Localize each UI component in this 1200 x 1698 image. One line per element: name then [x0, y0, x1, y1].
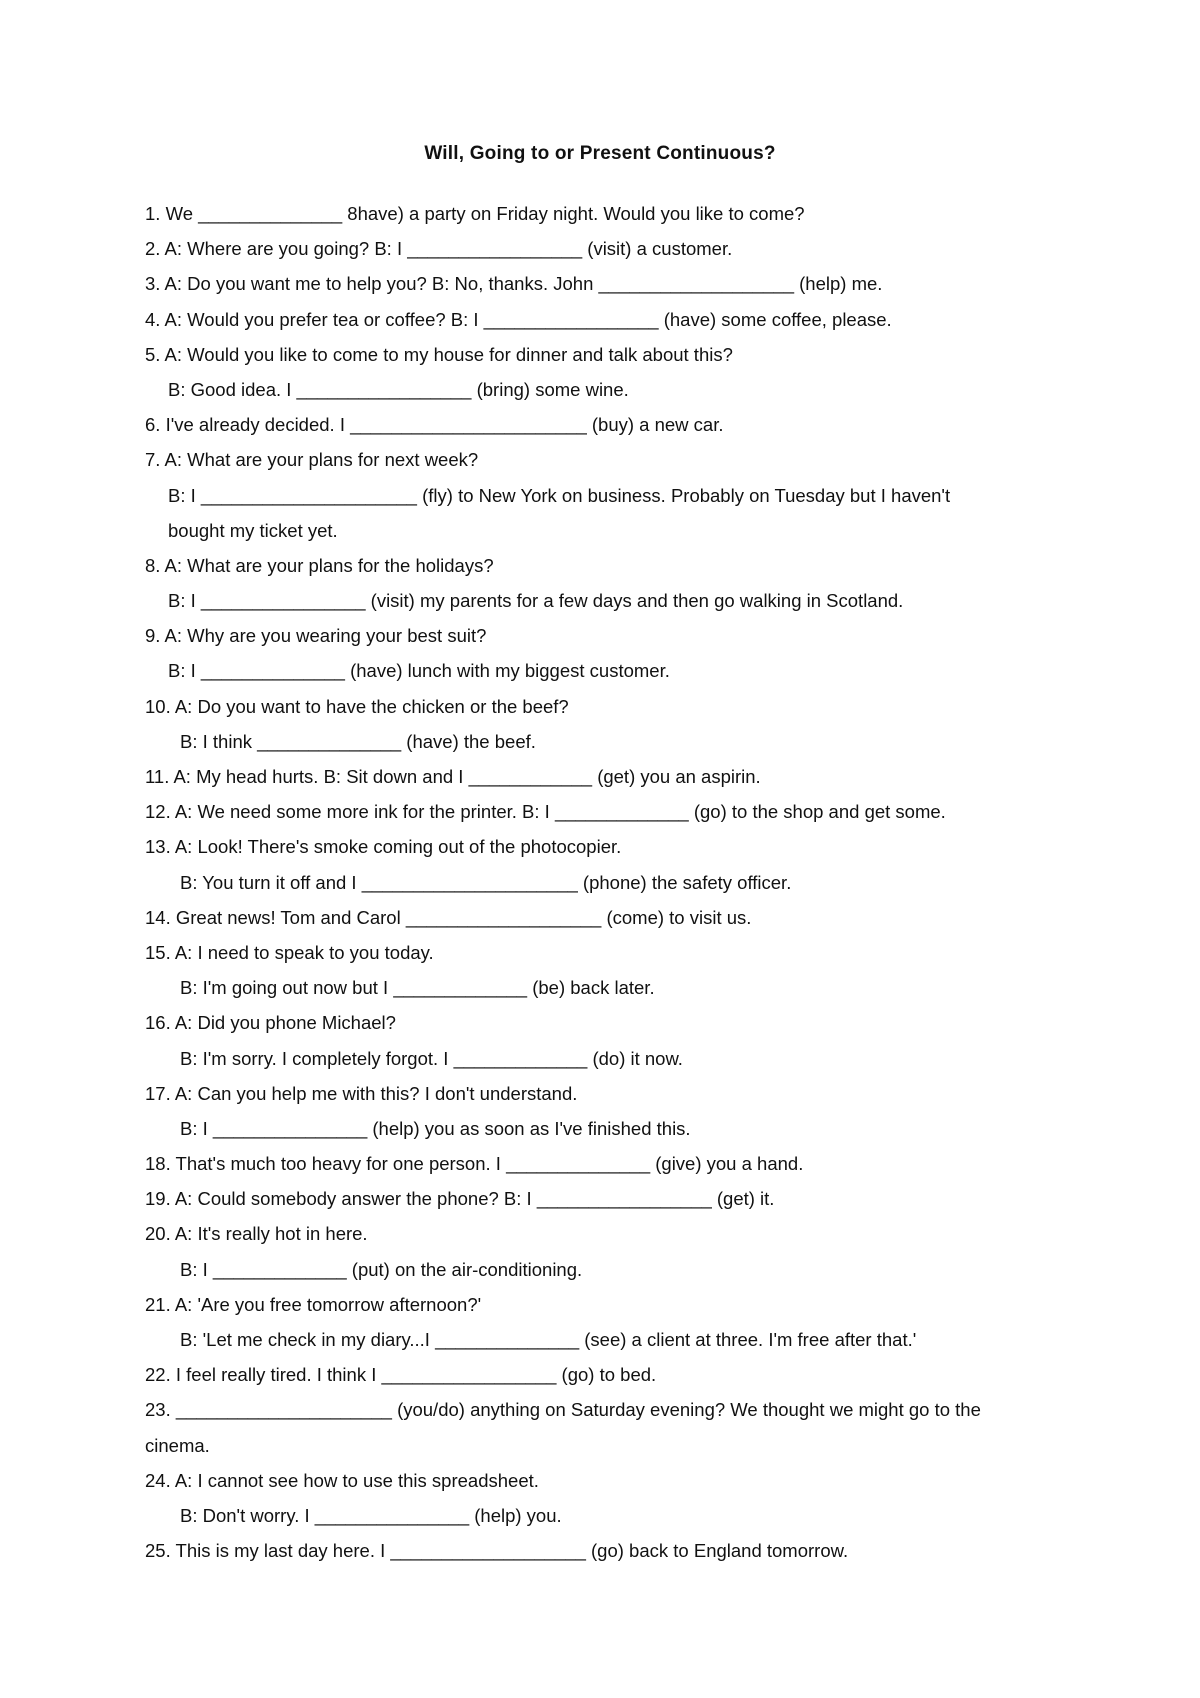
exercise-line: 19. A: Could somebody answer the phone? B: I _________________ (get) it.: [145, 1188, 775, 1210]
exercise-line: B: Don't worry. I _______________ (help) you.: [180, 1504, 562, 1526]
exercise-line: B: I ________________ (visit) my parents for a few days and then go walking in Scotland.: [168, 590, 904, 612]
exercise-line: 14. Great news! Tom and Carol ___________________ (come) to visit us.: [145, 906, 752, 928]
exercise-line: 8. A: What are your plans for the holidays?: [145, 554, 494, 576]
exercise-line: 13. A: Look! There's smoke coming out of the photocopier.: [145, 836, 622, 858]
exercise-line: 18. That's much too heavy for one person. I ______________ (give) you a hand.: [145, 1153, 804, 1175]
exercise-line: 6. I've already decided. I _______________________ (buy) a new car.: [145, 414, 724, 436]
exercise-line: 17. A: Can you help me with this? I don't understand.: [145, 1082, 578, 1104]
exercise-line: 23. _____________________ (you/do) anything on Saturday evening? We thought we might go to the: [145, 1399, 981, 1421]
exercise-line: 3. A: Do you want me to help you? B: No, thanks. John ___________________ (help) me.: [145, 273, 883, 295]
exercise-line: 5. A: Would you like to come to my house for dinner and talk about this?: [145, 343, 733, 365]
exercise-line: 12. A: We need some more ink for the printer. B: I _____________ (go) to the shop and get some.: [145, 801, 946, 823]
exercise-list: [145, 196, 1065, 1568]
exercise-line: B: Good idea. I _________________ (bring) some wine.: [168, 378, 629, 400]
exercise-line: B: I _____________________ (fly) to New York on business. Probably on Tuesday but I haven't: [168, 484, 951, 506]
exercise-line: 16. A: Did you phone Michael?: [145, 1012, 396, 1034]
document-title: Will, Going to or Present Continuous?: [424, 143, 776, 164]
exercise-line: 24. A: I cannot see how to use this spreadsheet.: [145, 1469, 539, 1491]
exercise-line: 21. A: 'Are you free tomorrow afternoon?': [145, 1293, 482, 1315]
exercise-line: 1. We ______________ 8have) a party on Friday night. Would you like to come?: [145, 203, 805, 224]
exercise-line: B: I _______________ (help) you as soon as I've finished this.: [180, 1117, 691, 1139]
exercise-line: 9. A: Why are you wearing your best suit?: [145, 625, 487, 647]
exercise-line: B: I ______________ (have) lunch with my biggest customer.: [168, 660, 670, 682]
exercise-line: 11. A: My head hurts. B: Sit down and I ____________ (get) you an aspirin.: [145, 766, 761, 787]
exercise-line: 4. A: Would you prefer tea or coffee? B: I _________________ (have) some coffee, please.: [145, 308, 892, 330]
exercise-line: 15. A: I need to speak to you today.: [145, 941, 434, 963]
exercise-line: 10. A: Do you want to have the chicken or the beef?: [145, 695, 569, 717]
exercise-line: 22. I feel really tired. I think I _________________ (go) to bed.: [145, 1364, 657, 1386]
exercise-line: 25. This is my last day here. I ___________________ (go) back to England tomorrow.: [145, 1540, 849, 1562]
exercise-line: 20. A: It's really hot in here.: [145, 1223, 368, 1245]
exercise-line: B: 'Let me check in my diary...I ______________ (see) a client at three. I'm free after that.': [180, 1329, 917, 1350]
exercise-line: B: I think ______________ (have) the beef.: [180, 730, 536, 752]
exercise-line: cinema.: [145, 1434, 210, 1456]
exercise-line: 2. A: Where are you going? B: I _________________ (visit) a customer.: [145, 238, 733, 260]
exercise-line: bought my ticket yet.: [168, 519, 338, 541]
exercise-line: B: I _____________ (put) on the air-conditioning.: [180, 1258, 583, 1280]
exercise-line: B: I'm sorry. I completely forgot. I _____________ (do) it now.: [180, 1047, 683, 1069]
exercise-line: 7. A: What are your plans for next week?: [145, 449, 479, 471]
exercise-line: B: I'm going out now but I _____________ (be) back later.: [180, 977, 655, 999]
exercise-line: B: You turn it off and I _____________________ (phone) the safety officer.: [180, 871, 792, 893]
